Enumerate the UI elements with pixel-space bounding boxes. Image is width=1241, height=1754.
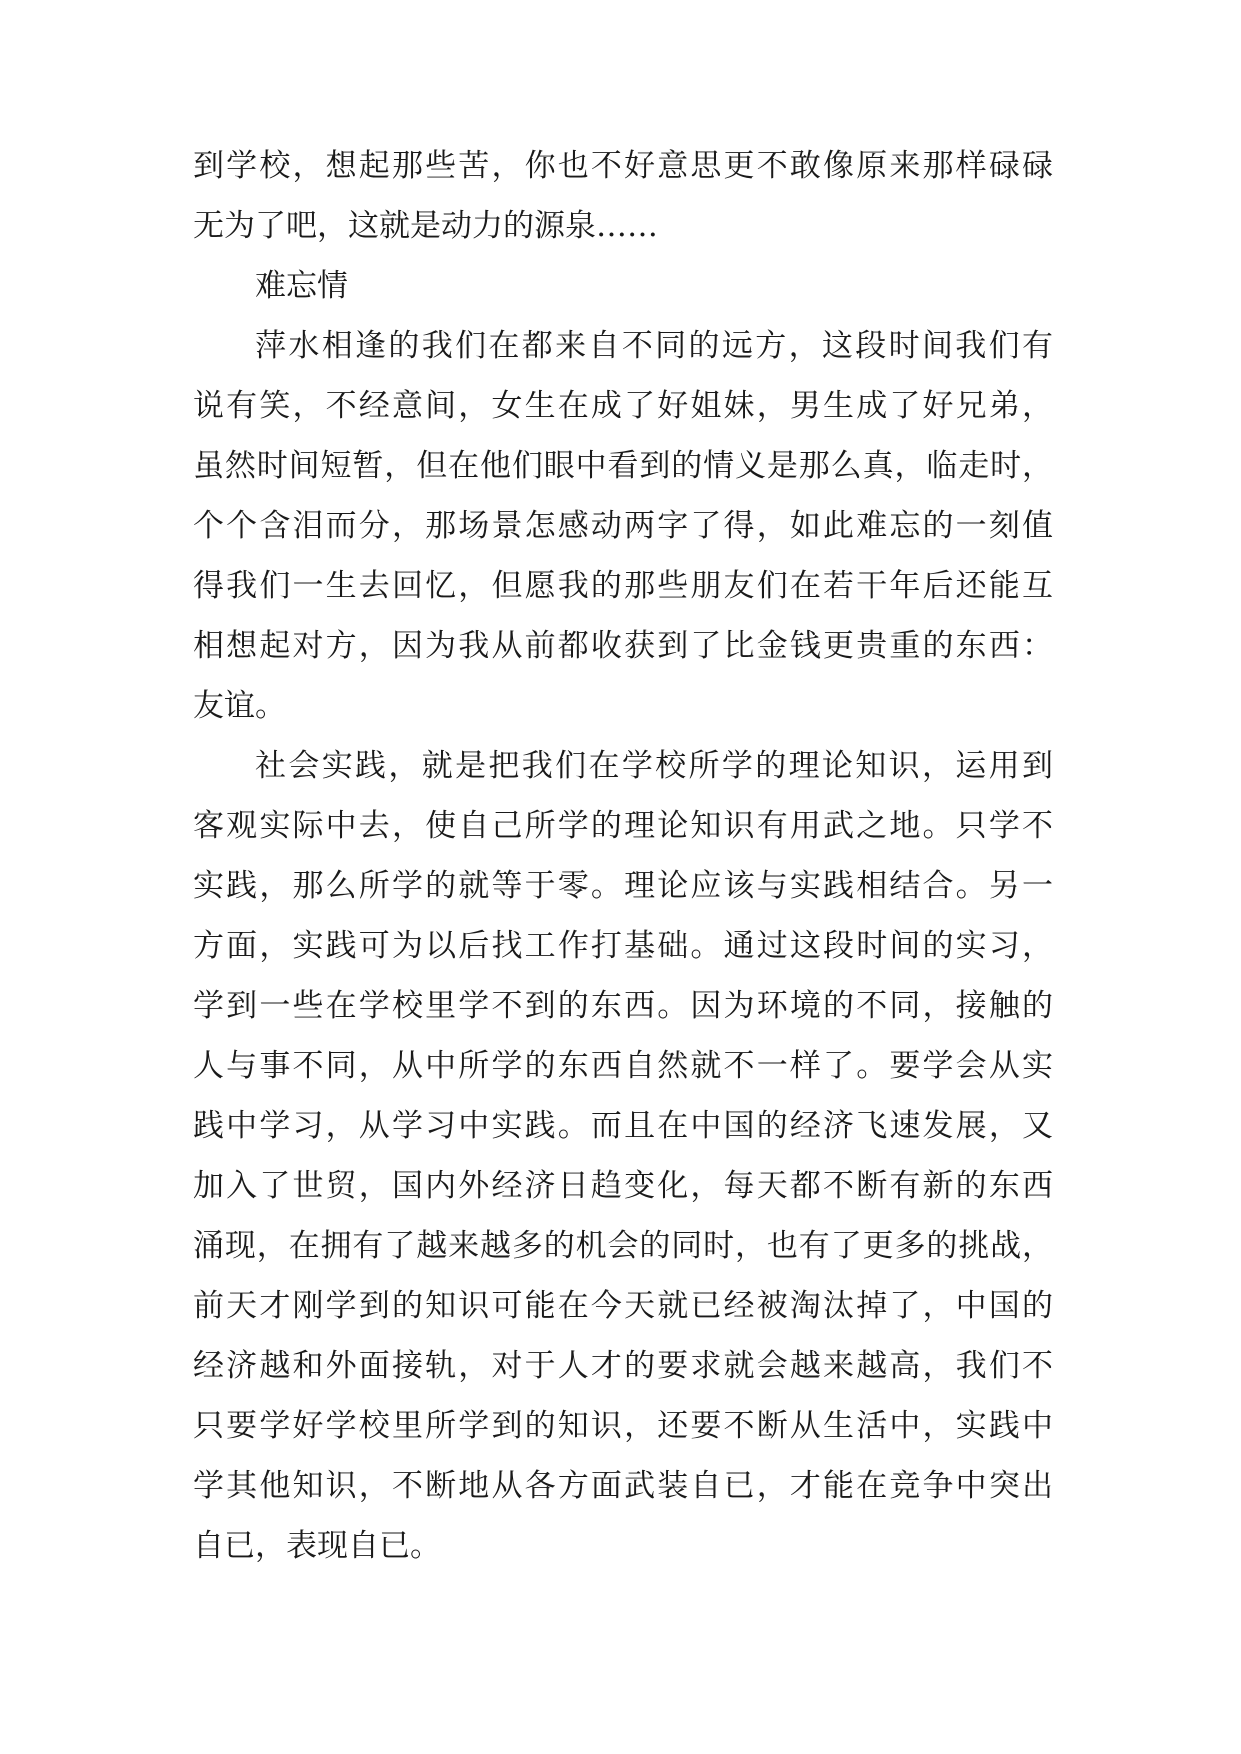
paragraph-2-line: 虽然时间短暂，但在他们眼中看到的情义是那么真，临走时， (193, 448, 1053, 484)
paragraph-3-line: 学到一些在学校里学不到的东西。因为环境的不同，接触的 (193, 988, 1053, 1024)
paragraph-3-line: 实践，那么所学的就等于零。理论应该与实践相结合。另一 (193, 868, 1053, 904)
document-body (193, 136, 1053, 1576)
paragraph-2-line: 友谊。 (193, 688, 286, 724)
paragraph-3-line: 社会实践，就是把我们在学校所学的理论知识，运用到 (255, 748, 1053, 784)
paragraph-2-line: 得我们一生去回忆，但愿我的那些朋友们在若干年后还能互 (193, 568, 1053, 604)
paragraph-3-line: 加入了世贸，国内外经济日趋变化，每天都不断有新的东西 (193, 1168, 1053, 1204)
paragraph-3-line: 学其他知识，不断地从各方面武装自已，才能在竞争中突出 (193, 1468, 1053, 1504)
paragraph-3-line: 客观实际中去，使自己所学的理论知识有用武之地。只学不 (193, 808, 1053, 844)
paragraph-3-line: 人与事不同，从中所学的东西自然就不一样了。要学会从实 (193, 1048, 1053, 1084)
paragraph-3-line: 只要学好学校里所学到的知识，还要不断从生活中，实践中 (193, 1408, 1053, 1444)
paragraph-2-line: 说有笑，不经意间，女生在成了好姐妹，男生成了好兄弟， (193, 388, 1053, 424)
paragraph-3-line: 前天才刚学到的知识可能在今天就已经被淘汰掉了，中国的 (193, 1288, 1053, 1324)
paragraph-2-line: 相想起对方，因为我从前都收获到了比金钱更贵重的东西： (193, 628, 1053, 664)
paragraph-3-line: 自已，表现自已。 (193, 1528, 441, 1564)
paragraph-1-line: 到学校，想起那些苦，你也不好意思更不敢像原来那样碌碌 (193, 148, 1053, 184)
paragraph-3-line: 践中学习，从学习中实践。而且在中国的经济飞速发展，又 (193, 1108, 1053, 1144)
paragraph-3-line: 涌现，在拥有了越来越多的机会的同时，也有了更多的挑战， (193, 1228, 1053, 1264)
section-heading: 难忘情 (255, 268, 348, 304)
paragraph-2-line: 个个含泪而分，那场景怎感动两字了得，如此难忘的一刻值 (193, 508, 1053, 544)
paragraph-2-line: 萍水相逢的我们在都来自不同的远方，这段时间我们有 (255, 328, 1053, 364)
paragraph-1-line: 无为了吧，这就是动力的源泉…… (193, 208, 658, 244)
paragraph-3-line: 方面，实践可为以后找工作打基础。通过这段时间的实习， (193, 928, 1053, 964)
paragraph-3-line: 经济越和外面接轨，对于人才的要求就会越来越高，我们不 (193, 1348, 1053, 1384)
